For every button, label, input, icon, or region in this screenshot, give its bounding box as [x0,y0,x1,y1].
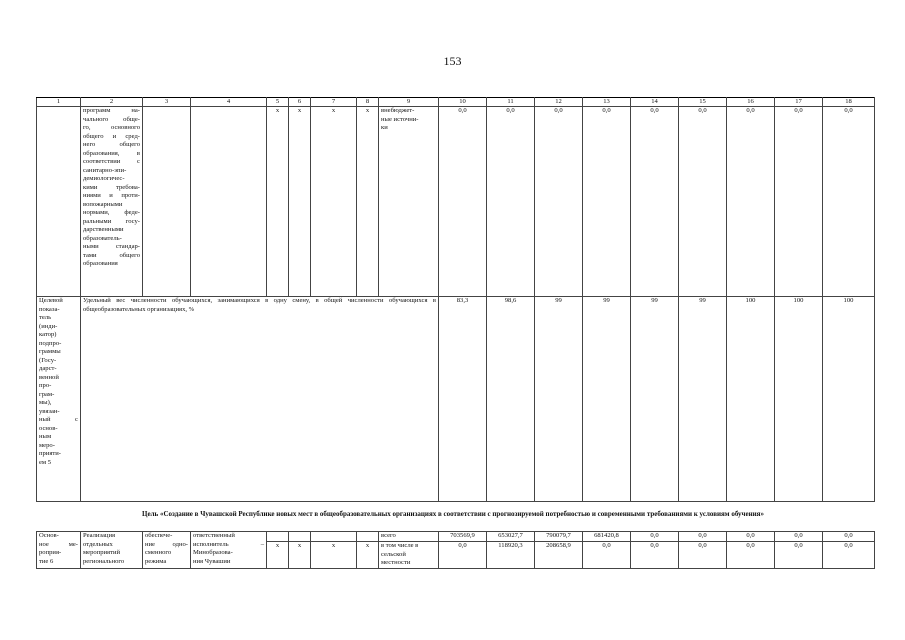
value-cell: 99 [535,297,583,502]
value-cell: 0,0 [631,107,679,297]
value-cell: 0,0 [583,542,631,569]
value-cell: 790079,7 [535,532,583,542]
value-cell: 98,6 [487,297,535,502]
value-cell: 0,0 [439,542,487,569]
indicator-row [37,297,875,502]
value-cell: 0,0 [535,107,583,297]
program-table [36,97,870,502]
empty-cell [289,532,311,542]
value-cell: 0,0 [727,107,775,297]
indicator-label-cell: Целевой показа- тель (инди- катор) подпро- граммы (Госу- дарст- венной про- грам- мы), увязан- ный с основ- ным меро- прияти- ем 5 [37,297,81,502]
column-number: 10 [439,98,487,107]
column-number: 3 [143,98,191,107]
empty-cell [143,107,191,297]
column-number-row [37,98,875,107]
column-number: 6 [289,98,311,107]
event-6-table [36,531,870,569]
column-number: 9 [379,98,439,107]
column-number: 14 [631,98,679,107]
column-number: 1 [37,98,81,107]
funding-source-cell: в том числе в сельской местности [379,542,439,569]
value-cell: 0,0 [487,107,535,297]
empty-cell [267,532,289,542]
empty-cell [37,107,81,297]
column-number: 7 [311,98,357,107]
mark-cell: x [267,542,289,569]
value-cell: 0,0 [823,532,875,542]
column-number: 18 [823,98,875,107]
value-cell: 0,0 [727,532,775,542]
value-cell: 0,0 [583,107,631,297]
value-cell: 0,0 [631,542,679,569]
column-number: 12 [535,98,583,107]
mark-cell: x [289,542,311,569]
value-cell: 99 [679,297,727,502]
empty-cell [311,532,357,542]
event-row-continuation [37,107,875,297]
value-cell: 118920,3 [487,542,535,569]
value-cell: 653027,7 [487,532,535,542]
page-number: 153 [443,54,462,68]
event-name-cell: Реализация отдельных мероприятий регионального [81,532,143,569]
value-cell: 0,0 [775,107,823,297]
event-6-total-row [37,532,875,542]
mark-cell: x [357,107,379,297]
mark-cell: x [289,107,311,297]
responsible-cell: ответственный исполнитель – Минобразова- ния Чувашии [191,532,267,569]
column-number: 17 [775,98,823,107]
column-number: 4 [191,98,267,107]
column-number: 8 [357,98,379,107]
value-cell: 100 [775,297,823,502]
funding-source-cell: внебюджет- ные источни- ки [379,107,439,297]
value-cell: 681420,8 [583,532,631,542]
mark-cell: x [311,107,357,297]
column-number: 16 [727,98,775,107]
value-cell: 703569,9 [439,532,487,542]
column-number: 2 [81,98,143,107]
main-event-label: Основ- ное ме- роприя- тие 6 [37,532,81,569]
value-cell: 208658,9 [535,542,583,569]
mark-cell: x [267,107,289,297]
funding-source-cell: всего [379,532,439,542]
value-cell: 0,0 [631,532,679,542]
empty-cell [191,107,267,297]
value-cell: 0,0 [775,532,823,542]
empty-cell [357,532,379,542]
value-cell: 0,0 [823,542,875,569]
value-cell: 0,0 [679,107,727,297]
mark-cell: x [357,542,379,569]
column-number: 13 [583,98,631,107]
goal-heading: Цель «Создание в Чувашской Республике новых мест в общеобразовательных организациях в соответствии с прогнозируемой потребностью и современными требованиями к условиям обучения» [142,510,764,518]
value-cell: 100 [727,297,775,502]
value-cell: 100 [823,297,875,502]
value-cell: 0,0 [679,542,727,569]
event-name-cell: программ на- чального обще- го, основного общего и сред- него общего образования, в соответствии с санитарно-эпи- демиологичес- кими требова- ниями и проти- вопожарными нормами, феде- ральными госу- дарственными образователь- ными стандар- тами общего образования [81,107,143,297]
value-cell: 0,0 [727,542,775,569]
value-cell: 99 [583,297,631,502]
value-cell: 0,0 [775,542,823,569]
value-cell: 0,0 [679,532,727,542]
column-number: 5 [267,98,289,107]
column-number: 11 [487,98,535,107]
value-cell: 0,0 [439,107,487,297]
column-number: 15 [679,98,727,107]
value-cell: 0,0 [823,107,875,297]
task-cell: обеспече- ние одно- сменного режима [143,532,191,569]
value-cell: 99 [631,297,679,502]
indicator-description: Удельный вес численности обучающихся, занимающихся в одну смену, в общей численности обучающихся в общеобразовательных организациях, % [81,297,439,502]
mark-cell: x [311,542,357,569]
value-cell: 83,3 [439,297,487,502]
